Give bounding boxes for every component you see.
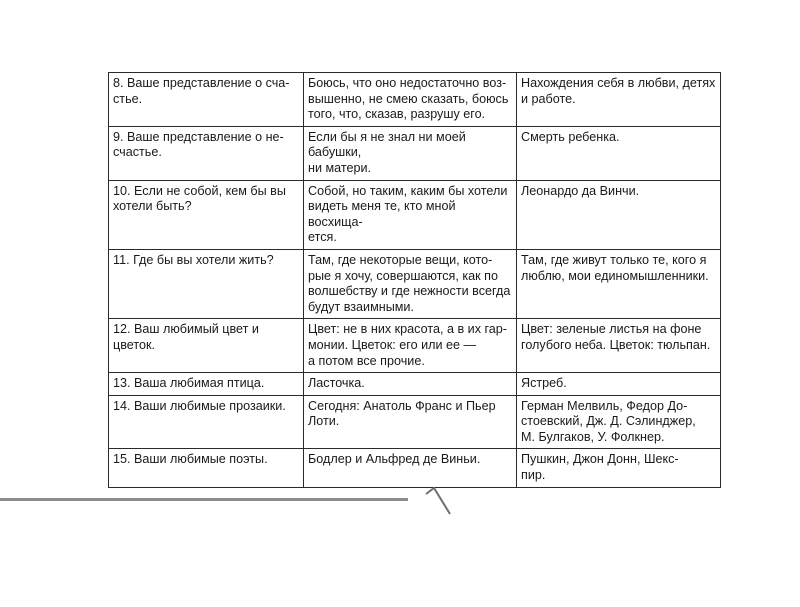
page-number [420,478,460,518]
question-cell: 8. Ваше представление о сча- стье. [109,73,304,127]
table-row [109,249,721,318]
question-cell: 15. Ваши любимые поэты. [109,449,304,487]
answer-cell: Смерть ребенка. [517,126,721,180]
question-cell: 9. Ваше представление о не- счастье. [109,126,304,180]
question-cell: 13. Ваша любимая птица. [109,373,304,396]
answer-cell: Если бы я не знал ни моей бабушки, ни матери. [304,126,517,180]
table-row [109,373,721,396]
footer-rule [0,498,408,501]
answer-cell: Боюсь, что оно недостаточно воз- вышенно, не смею сказать, боюсь того, что, сказав, разрушу его. [304,73,517,127]
table-row [109,319,721,373]
question-cell: 14. Ваши любимые прозаики. [109,395,304,449]
answer-cell: Сегодня: Анатоль Франс и Пьер Лоти. [304,395,517,449]
table-row [109,449,721,487]
answer-cell: Герман Мелвиль, Федор До- стоевский, Дж. Д. Сэлинджер, М. Булгаков, У. Фолкнер. [517,395,721,449]
question-cell: 10. Если не собой, кем бы вы хотели быть? [109,180,304,249]
answer-cell: Бодлер и Альфред де Виньи. [304,449,517,487]
table-row [109,395,721,449]
answer-cell: Там, где некоторые вещи, кото- рые я хочу, совершаются, как по волшебству и где нежности всегда будут взаимными. [304,249,517,318]
table-row [109,180,721,249]
answer-cell: Цвет: зеленые листья на фоне голубого неба. Цветок: тюльпан. [517,319,721,373]
question-cell: 12. Ваш любимый цвет и цветок. [109,319,304,373]
answer-cell: Ястреб. [517,373,721,396]
question-cell: 11. Где бы вы хотели жить? [109,249,304,318]
answer-cell: Пушкин, Джон Донн, Шекс- пир. [517,449,721,487]
answer-cell: Ласточка. [304,373,517,396]
table-row [109,126,721,180]
questionnaire-table [108,72,721,488]
answer-cell: Леонардо да Винчи. [517,180,721,249]
answer-cell: Нахождения себя в любви, детях и работе. [517,73,721,127]
table-row [109,73,721,127]
answer-cell: Там, где живут только те, кого я люблю, мои единомышленники. [517,249,721,318]
answer-cell: Собой, но таким, каким бы хотели видеть меня те, кто мной восхища- ется. [304,180,517,249]
answer-cell: Цвет: не в них красота, а в их гар- монии. Цветок: его или ее — а потом все прочие. [304,319,517,373]
